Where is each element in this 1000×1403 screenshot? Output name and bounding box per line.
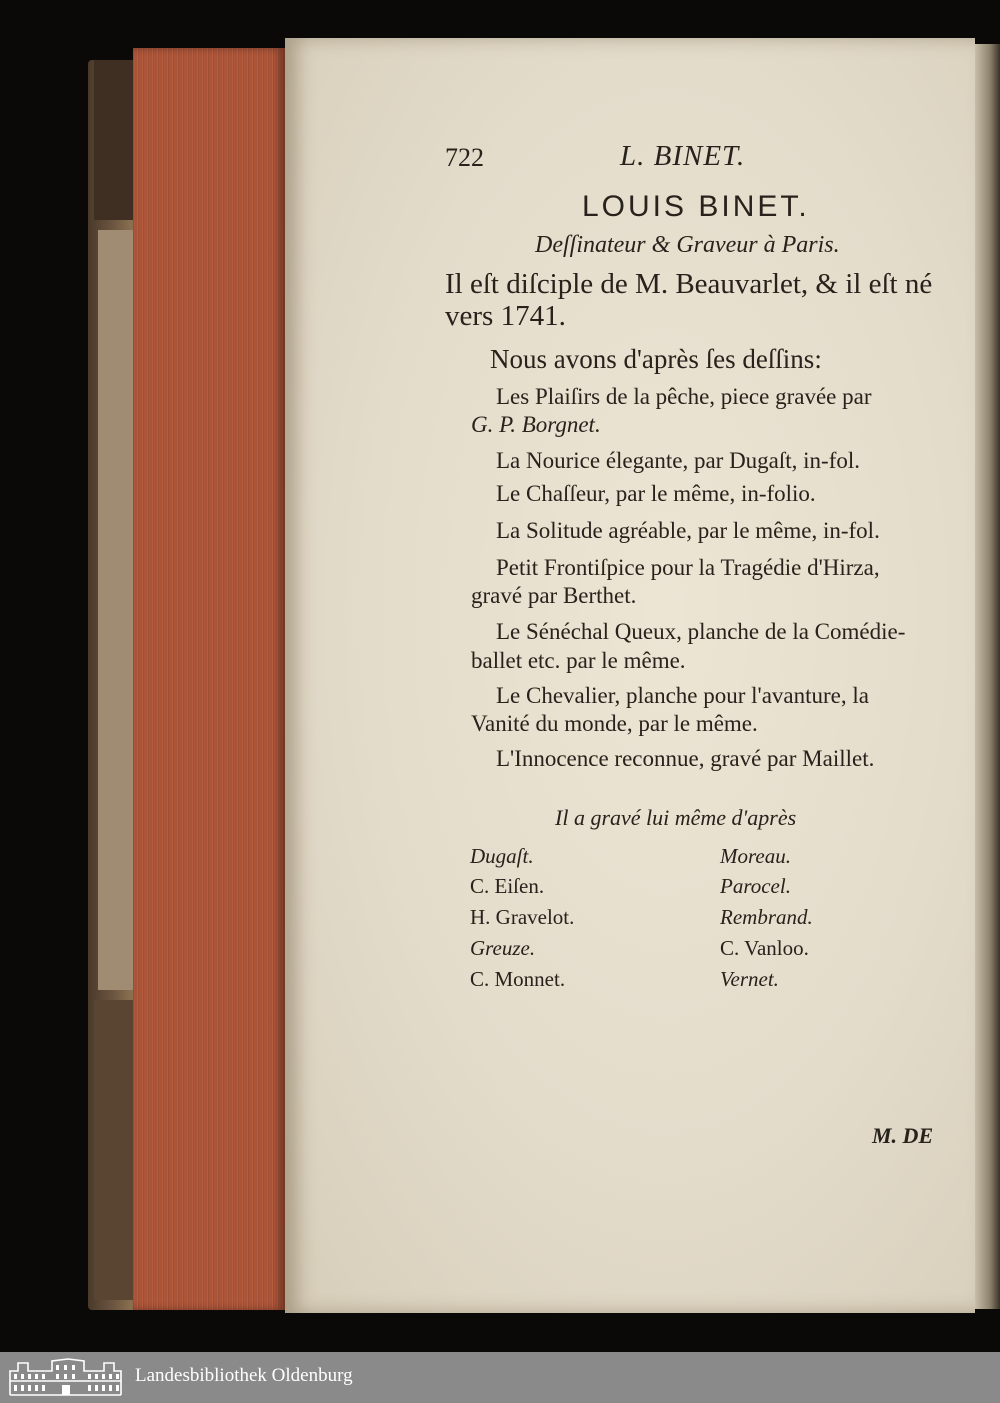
artist-name: C. Eiſen. — [470, 874, 545, 898]
work-entry: Le Chaſſeur, par le même, in-folio. — [496, 481, 816, 506]
artist-name: Moreau. — [720, 844, 791, 868]
book-page — [285, 38, 975, 1313]
page-edges — [133, 48, 285, 1310]
library-footer — [0, 1352, 1000, 1403]
catchword: M. DE — [872, 1123, 934, 1148]
library-name: Landesbibliothek Oldenburg — [135, 1365, 353, 1386]
intro-line: vers 1741. — [445, 300, 566, 332]
artist-name: Parocel. — [720, 874, 791, 898]
work-entry: La Nourice élegante, par Dugaſt, in-fol. — [496, 448, 861, 473]
artist-name: Greuze. — [470, 936, 536, 960]
page-title: LOUIS BINET. — [582, 190, 810, 223]
work-entry: Petit Frontiſpice pour la Tragédie d'Hirza, — [496, 555, 880, 580]
running-head: L. BINET. — [620, 140, 746, 172]
subtitle: Deſſinateur & Graveur à Paris. — [535, 232, 840, 258]
library-building-icon — [8, 1357, 123, 1397]
artist-name: Rembrand. — [720, 905, 813, 929]
work-entry: gravé par Berthet. — [471, 583, 637, 608]
work-entry: Le Sénéchal Queux, planche de la Comédie- — [496, 619, 906, 644]
work-entry: Les Plaiſirs de la pêche, piece gravée par — [496, 384, 872, 409]
work-entry: G. P. Borgnet. — [471, 412, 601, 437]
intro-line: Il eſt diſciple de M. Beauvarlet, & il eſt né — [445, 268, 933, 300]
artist-name: H. Gravelot. — [470, 905, 575, 929]
artist-name: C. Monnet. — [470, 967, 566, 991]
work-entry: ballet etc. par le même. — [471, 648, 686, 673]
artist-name: C. Vanloo. — [720, 936, 809, 960]
work-entry: L'Innocence reconnue, gravé par Maillet. — [496, 746, 875, 771]
artist-name: Dugaſt. — [470, 844, 534, 868]
list-heading: Nous avons d'après ſes deſſins: — [490, 344, 822, 374]
page-number: 722 — [445, 143, 484, 172]
work-entry: Vanité du monde, par le même. — [471, 711, 758, 736]
work-entry: Le Chevalier, planche pour l'avanture, la — [496, 683, 869, 708]
work-entry: La Solitude agréable, par le même, in-fol. — [496, 518, 880, 543]
engraved-heading: Il a gravé lui même d'après — [555, 805, 797, 830]
facing-page-edge — [975, 44, 1000, 1309]
artist-name: Vernet. — [720, 967, 779, 991]
